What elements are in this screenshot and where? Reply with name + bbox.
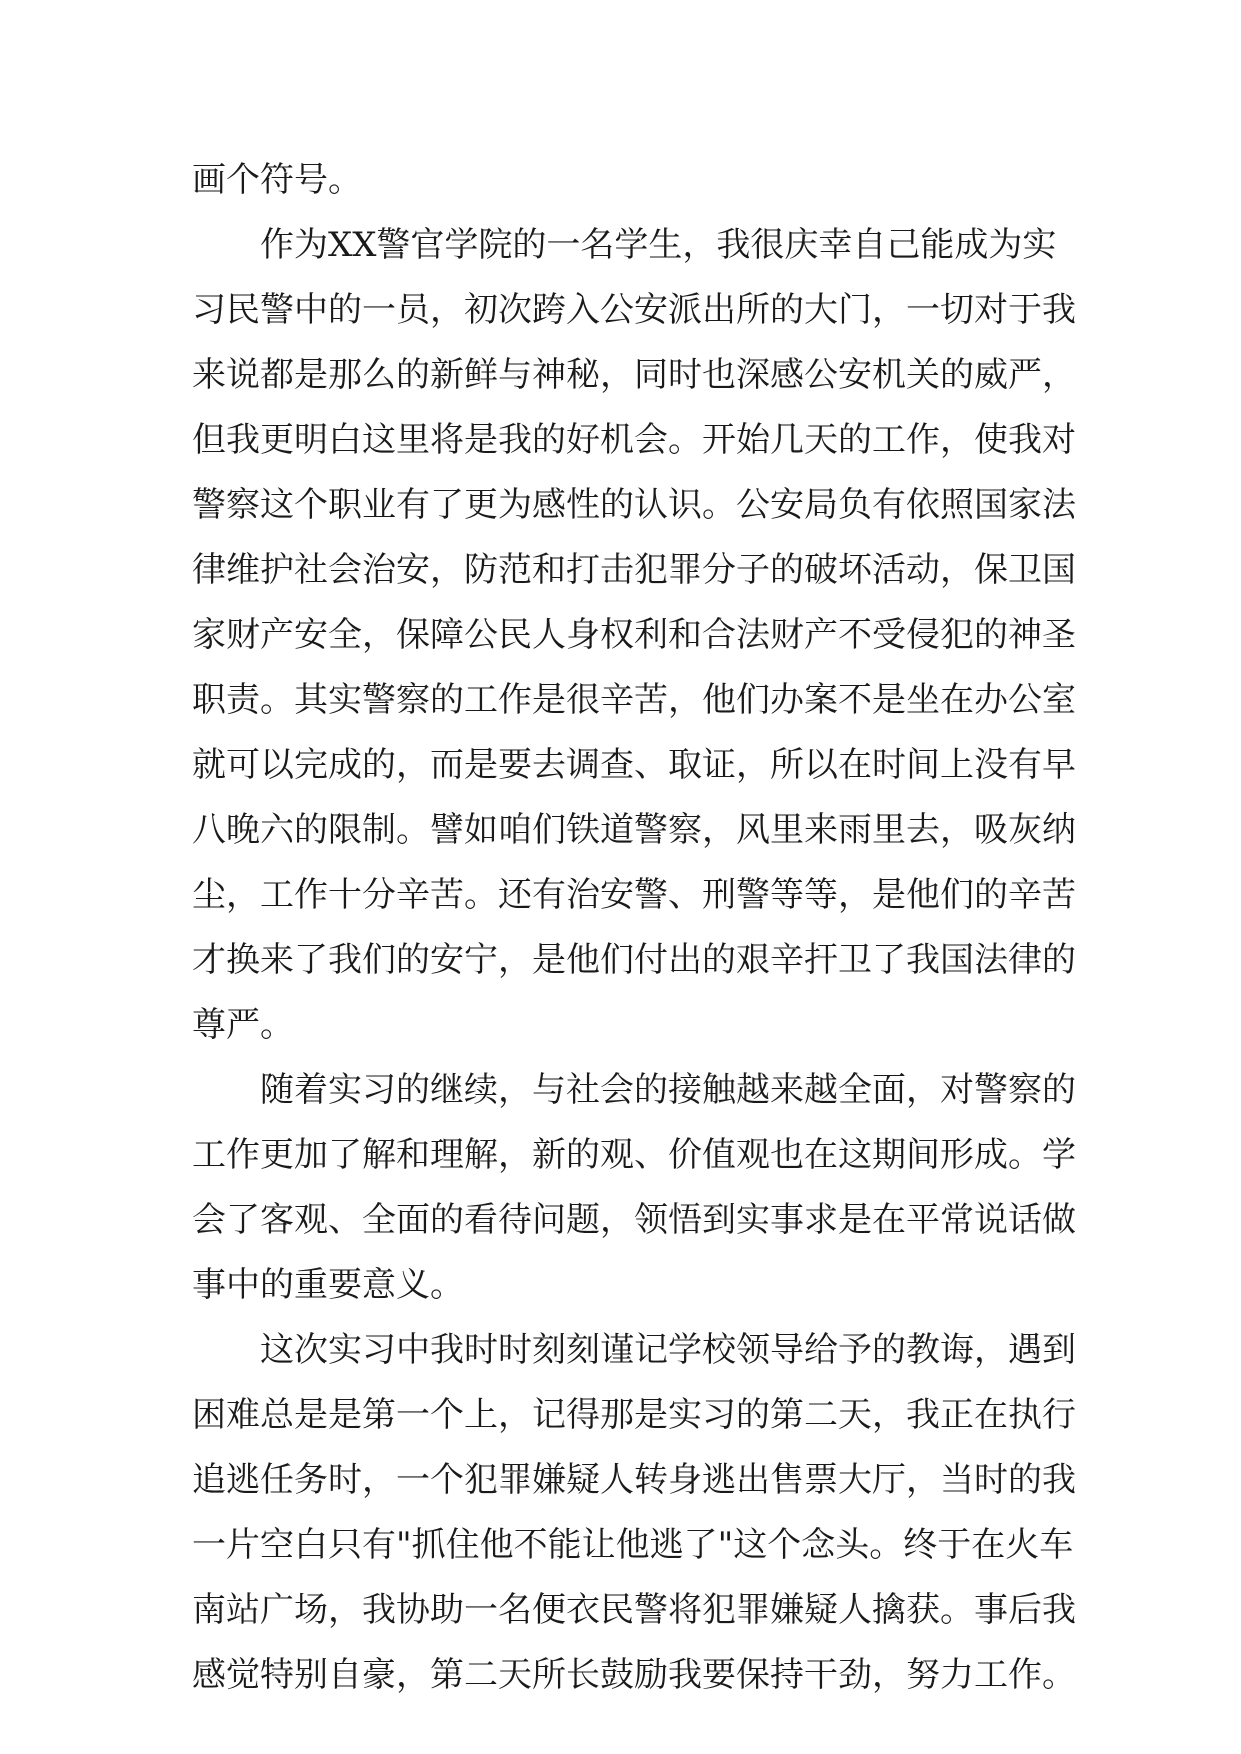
text-line: 但我更明白这里将是我的好机会。开始几天的工作，使我对 — [192, 420, 1076, 460]
text-line: 家财产安全，保障公民人身权利和合法财产不受侵犯的神圣 — [192, 615, 1076, 655]
text-line: 律维护社会治安，防范和打击犯罪分子的破坏活动，保卫国 — [192, 550, 1076, 590]
paragraph-first-line: 作为XX警官学院的一名学生，我很庆幸自己能成为实 — [260, 225, 1057, 265]
text-line: 困难总是是第一个上，记得那是实习的第二天，我正在执行 — [192, 1395, 1076, 1435]
text-line: 感觉特别自豪，第二天所长鼓励我要保持干劲，努力工作。 — [192, 1655, 1076, 1695]
paragraph-first-line: 随着实习的继续，与社会的接触越来越全面，对警察的 — [260, 1070, 1076, 1110]
text-line: 工作更加了解和理解，新的观、价值观也在这期间形成。学 — [192, 1135, 1076, 1175]
text-line: 尊严。 — [192, 1005, 294, 1045]
text-line: 就可以完成的，而是要去调查、取证，所以在时间上没有早 — [192, 745, 1076, 785]
text-line: 警察这个职业有了更为感性的认识。公安局负有依照国家法 — [192, 485, 1076, 525]
text-line: 追逃任务时，一个犯罪嫌疑人转身逃出售票大厅，当时的我 — [192, 1460, 1076, 1500]
text-line: 会了客观、全面的看待问题，领悟到实事求是在平常说话做 — [192, 1200, 1076, 1240]
text-line: 一片空白只有"抓住他不能让他逃了"这个念头。终于在火车 — [192, 1525, 1074, 1565]
text-line: 画个符号。 — [192, 160, 362, 200]
text-line: 职责。其实警察的工作是很辛苦，他们办案不是坐在办公室 — [192, 680, 1076, 720]
text-line: 来说都是那么的新鲜与神秘，同时也深感公安机关的威严， — [192, 355, 1076, 395]
paragraph-first-line: 这次实习中我时时刻刻谨记学校领导给予的教诲，遇到 — [260, 1330, 1076, 1370]
text-line: 事中的重要意义。 — [192, 1265, 464, 1305]
text-line: 才换来了我们的安宁，是他们付出的艰辛扞卫了我国法律的 — [192, 940, 1076, 980]
text-line: 南站广场，我协助一名便衣民警将犯罪嫌疑人擒获。事后我 — [192, 1590, 1076, 1630]
text-line: 尘，工作十分辛苦。还有治安警、刑警等等，是他们的辛苦 — [192, 875, 1076, 915]
text-line: 八晚六的限制。譬如咱们铁道警察，风里来雨里去，吸灰纳 — [192, 810, 1076, 850]
text-line: 习民警中的一员，初次跨入公安派出所的大门，一切对于我 — [192, 290, 1076, 330]
